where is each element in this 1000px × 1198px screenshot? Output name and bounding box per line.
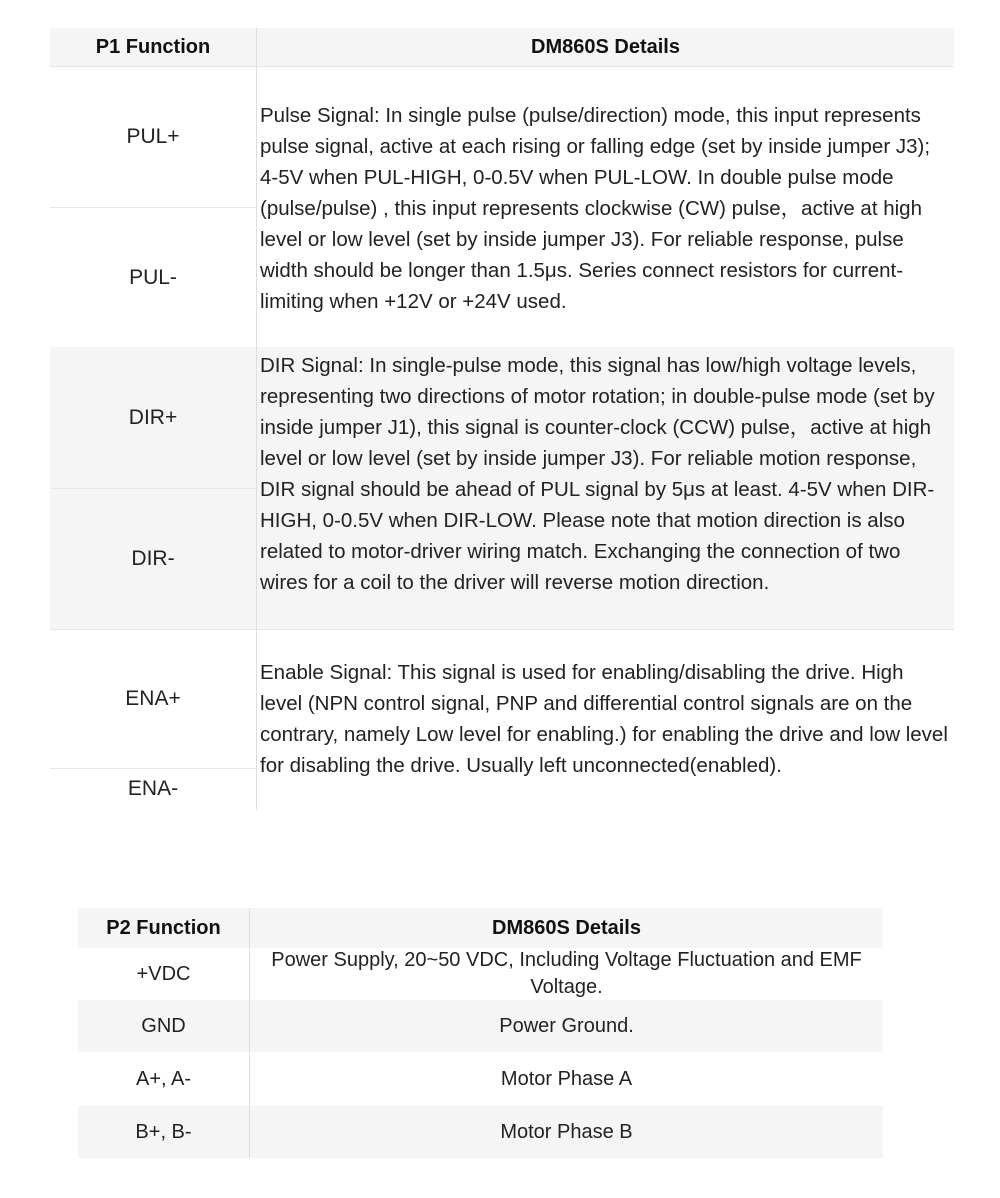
signal-dir-minus: DIR- — [131, 547, 175, 570]
details-cell: Power Ground. — [499, 1014, 634, 1037]
dir-signal-details: DIR Signal: In single-pulse mode, this signal has low/high voltage levels, representing two directions of motor rotation; in double-pulse mode (set by inside jumper J1), this signal is counter-clock (CCW) pulse，active at high level or low level (set by inside jumper J3). For reliable motion response, DIR signal should be ahead of PUL signal by 5μs at least. 4-5V when DIR-HIGH, 0-0.5V when DIR-LOW. Please note that motion direction is also related to motor-driver wiring match. Exchanging the connection of two wires for a coil to the driver will reverse motion direction. — [260, 354, 935, 594]
table-row — [78, 948, 883, 1000]
function-cell: B+, B- — [135, 1120, 192, 1143]
function-cell: A+, A- — [135, 1067, 192, 1090]
signal-ena-minus: ENA- — [127, 777, 179, 800]
p2-function-header: P2 Function — [78, 908, 249, 948]
table-row — [78, 1000, 883, 1052]
p1-function-table — [50, 28, 954, 810]
details-cell: Motor Phase A — [500, 1067, 633, 1090]
column-divider — [256, 28, 257, 810]
signal-dir-plus: DIR+ — [128, 405, 178, 429]
details-cell: Motor Phase B — [500, 1120, 633, 1143]
details-cell — [250, 948, 883, 1000]
signal-pul-minus: PUL- — [129, 265, 177, 289]
table-row — [78, 1053, 883, 1105]
function-cell: GND — [141, 1014, 186, 1037]
pulse-signal-details: Pulse Signal: In single pulse (pulse/direction) mode, this input represents pulse signal, active at each rising or falling edge (set by inside jumper J3); 4-5V when PUL-HIGH, 0-0.5V when PUL-LOW. In double pulse mode (pulse/pulse) , this input represents clockwise (CW) pulse，active at high level or low level (set by inside jumper J3). For reliable response, pulse width should be longer than 1.5μs. Series connect resistors for current-limiting when +12V or +24V used. — [260, 104, 931, 313]
function-cell: +VDC — [136, 962, 191, 985]
signal-pul-plus: PUL+ — [126, 125, 180, 148]
p2-details-header: DM860S Details — [250, 908, 883, 948]
p1-details-header: DM860S Details — [257, 28, 954, 66]
table-row — [78, 1106, 883, 1158]
p2-function-table — [78, 908, 883, 1158]
enable-signal-details: Enable Signal: This signal is used for enabling/disabling the drive. High level (NPN control signal, PNP and differential control signals are on the contrary, namely Low level for enabling.) for enabling the drive and low level for disabling the drive. Usually left unconnected(enabled). — [260, 661, 948, 777]
column-divider — [249, 908, 250, 1158]
details-text: Power Supply, 20~50 VDC, Including Voltage Fluctuation and EMF Voltage. — [271, 949, 862, 998]
p1-function-header: P1 Function — [50, 28, 256, 66]
signal-ena-plus: ENA+ — [125, 687, 181, 710]
